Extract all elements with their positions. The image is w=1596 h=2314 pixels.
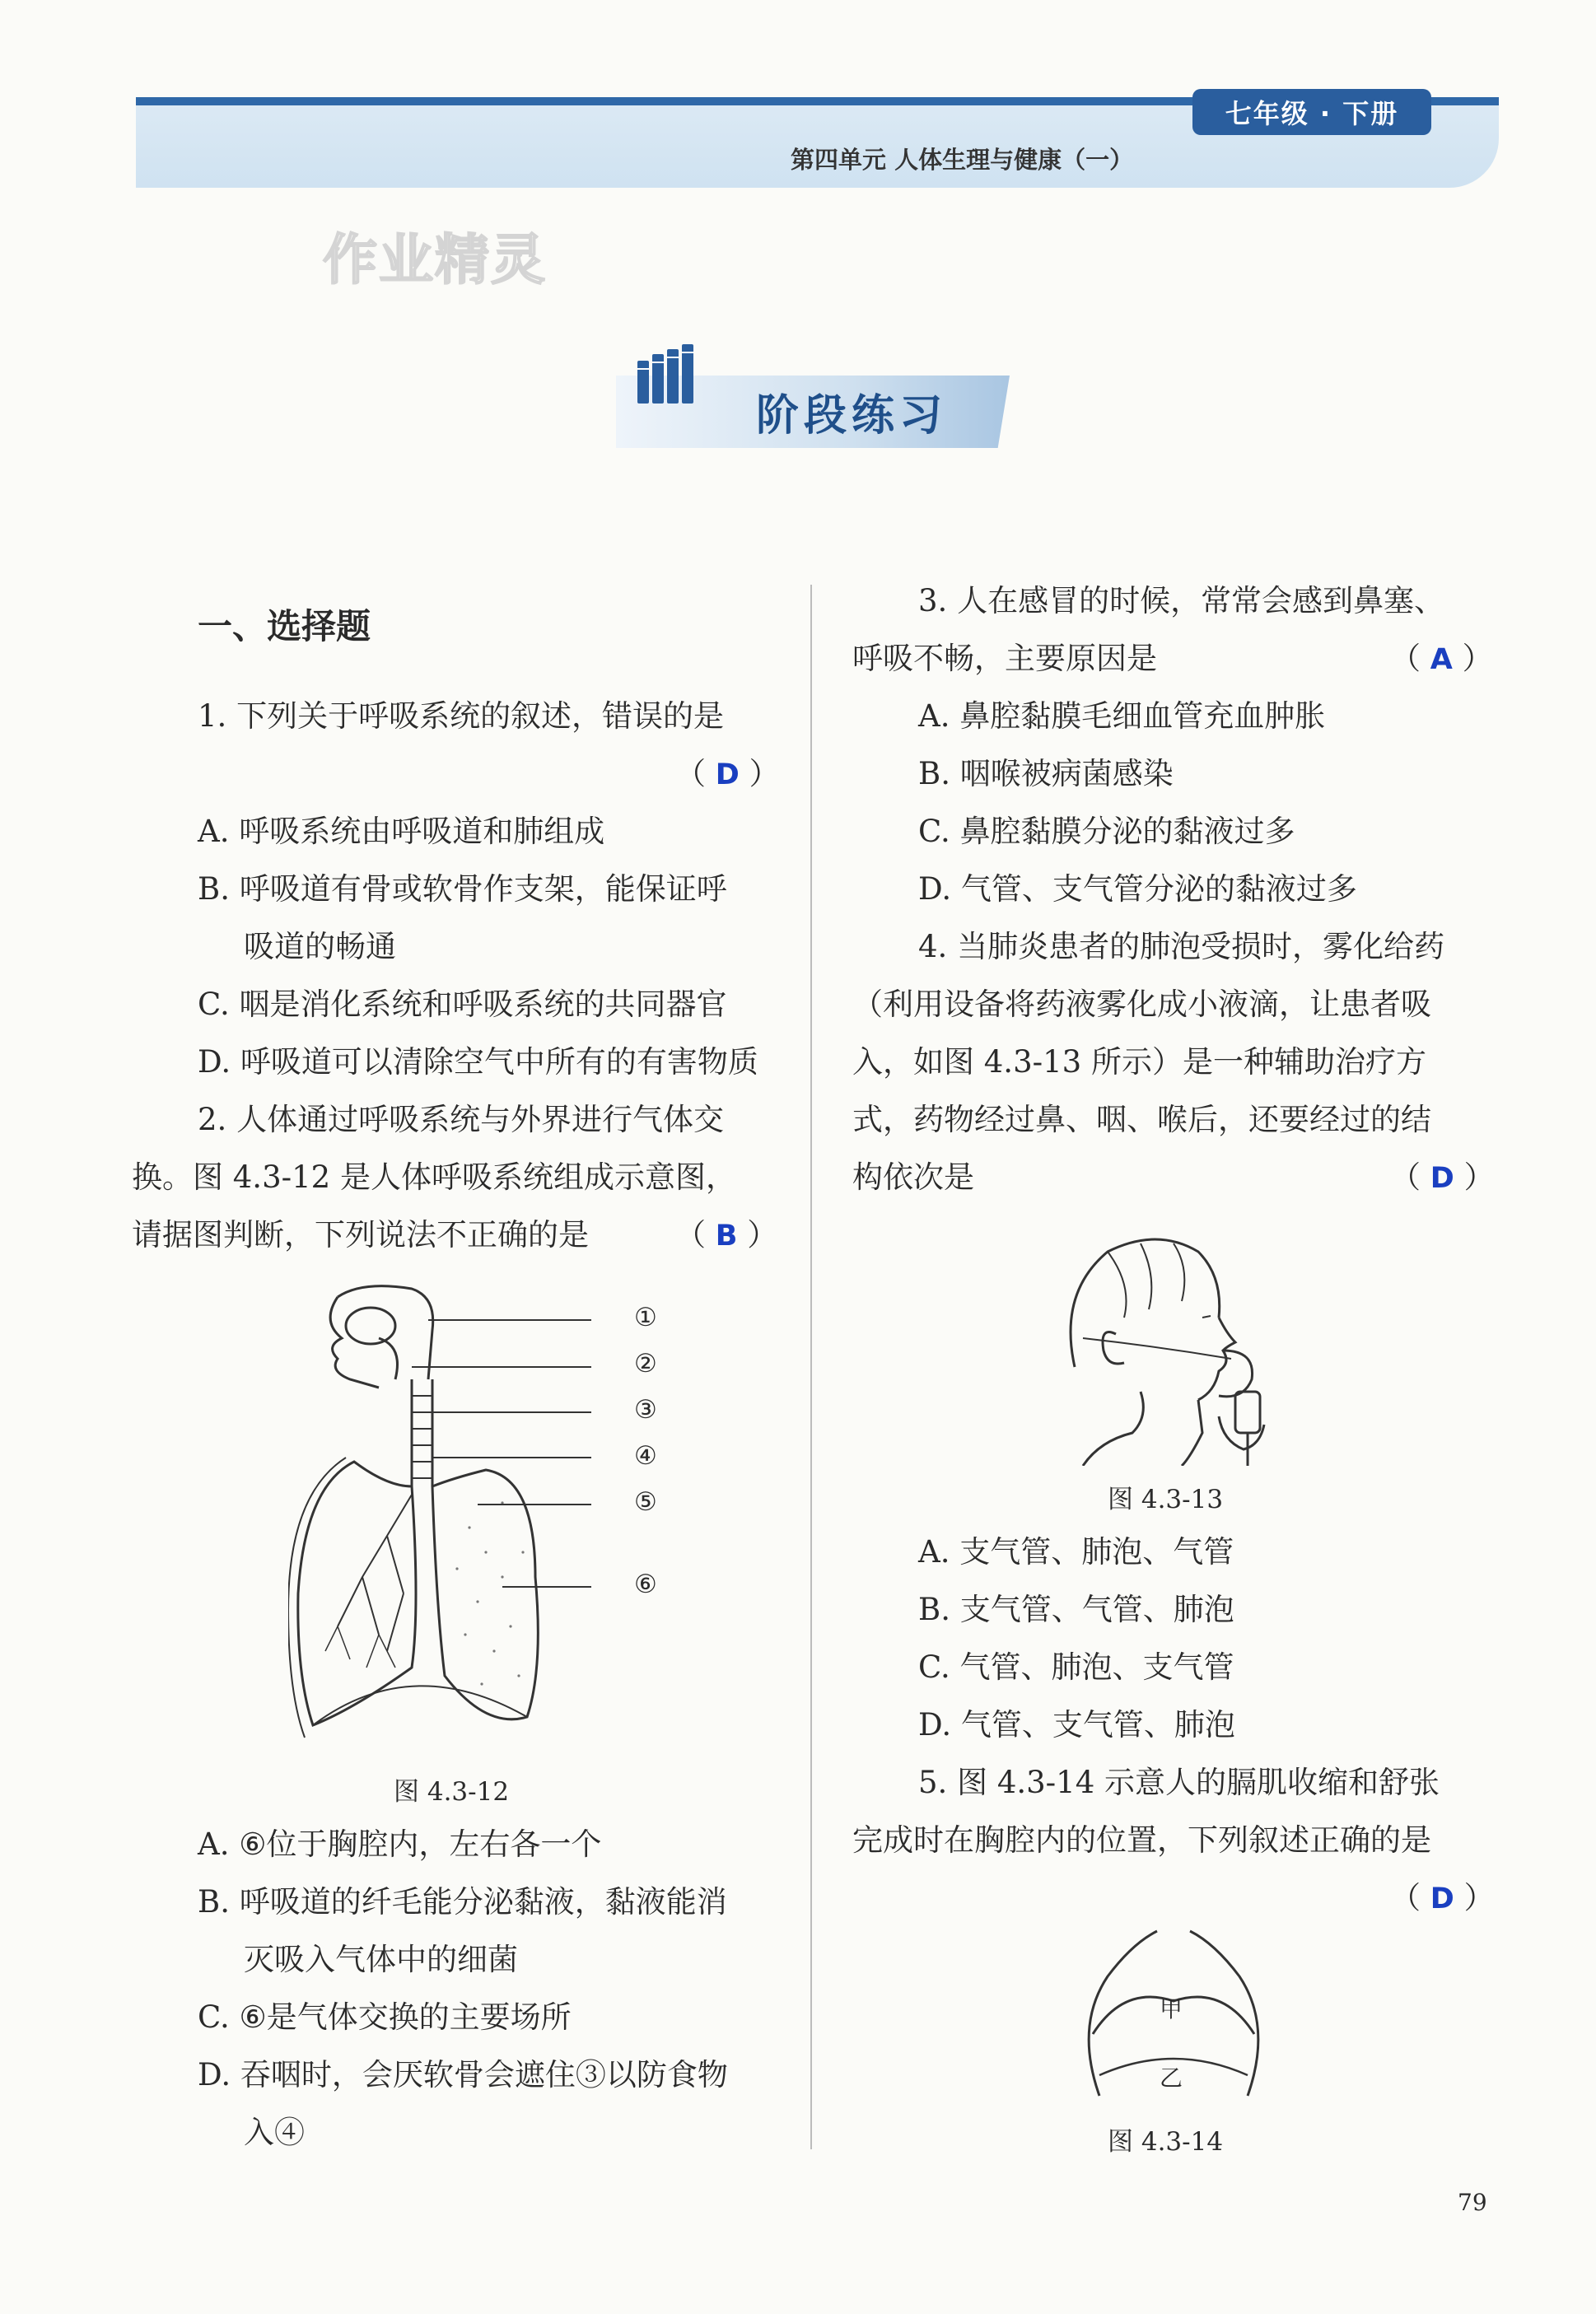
fig12-label-3: ③ (634, 1395, 657, 1425)
column-divider (810, 585, 812, 2149)
q2-option-a: A. ⑥位于胸腔内，左右各一个 (198, 1826, 602, 1862)
section-banner-title: 阶段练习 (756, 390, 948, 441)
q3-answer: A (1430, 643, 1453, 676)
q1-option-c: C. 咽是消化系统和呼吸系统的共同器官 (198, 987, 727, 1022)
section-title: 一、选择题 (198, 606, 371, 646)
fig12-label-6: ⑥ (634, 1570, 657, 1599)
q4-option-a: A. 支气管、肺泡、气管 (918, 1534, 1234, 1570)
grade-badge: 七年级 · 下册 (1192, 89, 1431, 135)
q3-stem-line1: 3. 人在感冒的时候，常常会感到鼻塞、 (918, 583, 1445, 618)
page-number: 79 (1458, 2189, 1487, 2216)
q5-stem-line2: 完成时在胸腔内的位置，下列叙述正确的是 (852, 1822, 1431, 1858)
q2-answer-bracket: （ B ） (675, 1217, 778, 1253)
q3-option-b: B. 咽喉被病菌感染 (918, 756, 1174, 791)
q3-stem-line2: 呼吸不畅，主要原因是 (852, 641, 1157, 676)
q3-option-d: D. 气管、支气管分泌的黏液过多 (918, 871, 1357, 907)
fig14-label-yi: 乙 (1160, 2064, 1183, 2092)
q4-option-b: B. 支气管、气管、肺泡 (918, 1592, 1234, 1627)
q5-answer-bracket: （ D ） (1390, 1880, 1495, 1915)
q4-stem-line4: 式，药物经过鼻、咽、喉后，还要经过的结 (852, 1102, 1431, 1137)
q1-option-b: B. 呼吸道有骨或软骨作支架，能保证呼 (198, 871, 727, 907)
q2-stem-line3: 请据图判断，下列说法不正确的是 (132, 1217, 589, 1253)
fig14-caption: 图 4.3-14 (1108, 2127, 1224, 2157)
q3-answer-bracket: （ A ） (1390, 641, 1493, 676)
q4-option-d: D. 气管、支气管、肺泡 (918, 1707, 1235, 1742)
q2-option-c: C. ⑥是气体交换的主要场所 (198, 1999, 572, 2035)
q2-option-b: B. 呼吸道的纤毛能分泌黏液，黏液能消 (198, 1884, 727, 1920)
q2-option-b-cont: 灭吸入气体中的细菌 (244, 1942, 518, 1977)
q4-stem-line2: （利用设备将药液雾化成小液滴，让患者吸 (852, 987, 1431, 1022)
fig13-caption: 图 4.3-13 (1108, 1485, 1224, 1514)
q1-answer-bracket: （ D ） (675, 756, 780, 791)
fig12-caption: 图 4.3-12 (394, 1777, 510, 1807)
q1-answer: D (715, 758, 740, 791)
q4-stem-line1: 4. 当肺炎患者的肺泡受损时，雾化给药 (918, 929, 1445, 964)
q4-stem-line3: 入，如图 4.3-13 所示）是一种辅助治疗方 (852, 1044, 1426, 1080)
q4-option-c: C. 气管、肺泡、支气管 (918, 1649, 1234, 1685)
fig12-label-1: ① (634, 1303, 657, 1332)
fig12-label-4: ④ (634, 1441, 657, 1471)
q1-stem: 1. 下列关于呼吸系统的叙述，错误的是 (198, 698, 725, 734)
q5-stem-line1: 5. 图 4.3-14 示意人的膈肌收缩和舒张 (918, 1765, 1440, 1800)
q1-option-b-cont: 吸道的畅通 (244, 929, 396, 964)
nebulizer-figure (1058, 1227, 1281, 1466)
respiratory-system-figure (288, 1281, 634, 1746)
q2-option-d: D. 吞咽时，会厌软骨会遮住③以防食物 (198, 2057, 728, 2092)
q1-option-a: A. 呼吸系统由呼吸道和肺组成 (198, 814, 605, 849)
unit-title: 第四单元 人体生理与健康（一） (791, 146, 1134, 174)
watermark: 作业精灵 (323, 228, 547, 292)
q3-option-a: A. 鼻腔黏膜毛细血管充血肿胀 (918, 698, 1326, 734)
q4-answer-bracket: （ D ） (1390, 1159, 1495, 1195)
fig12-label-2: ② (634, 1349, 657, 1379)
q4-answer: D (1430, 1162, 1454, 1195)
fig12-label-5: ⑤ (634, 1487, 657, 1517)
q2-answer: B (715, 1220, 738, 1253)
fig14-label-jia: 甲 (1160, 1995, 1183, 2022)
books-icon (636, 343, 698, 405)
q3-option-c: C. 鼻腔黏膜分泌的黏液过多 (918, 814, 1295, 849)
q2-stem-line1: 2. 人体通过呼吸系统与外界进行气体交 (198, 1102, 725, 1137)
q2-stem-line2: 换。图 4.3-12 是人体呼吸系统组成示意图， (132, 1159, 736, 1195)
q2-option-d-cont: 入④ (244, 2115, 305, 2150)
q5-answer: D (1430, 1882, 1454, 1915)
q1-option-d: D. 呼吸道可以清除空气中所有的有害物质 (198, 1044, 758, 1080)
q4-stem-line5: 构依次是 (852, 1159, 974, 1195)
